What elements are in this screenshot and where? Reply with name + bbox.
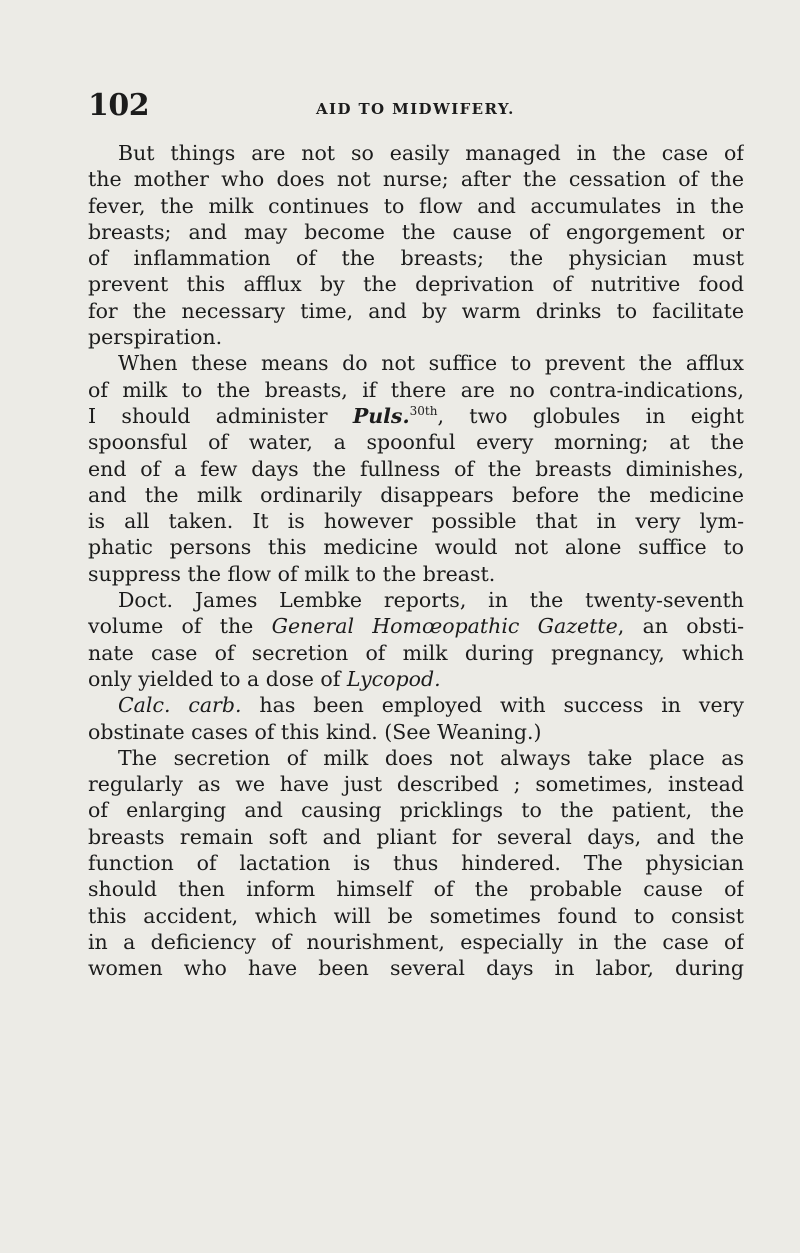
potency-superscript: 30th bbox=[409, 403, 438, 418]
paragraph-1 bbox=[88, 140, 744, 350]
paragraph-3 bbox=[88, 587, 744, 692]
text-line: in a deficiency of nourishment, especially in the case of bbox=[88, 929, 744, 954]
text-line: phatic persons this medicine would not alone suffice to bbox=[88, 535, 744, 560]
page-header bbox=[88, 88, 748, 124]
text-segment: volume of the bbox=[88, 614, 272, 639]
text-line: obstinate cases of this kind. (See Weaning.) bbox=[88, 719, 542, 744]
remedy-name: Calc. carb. bbox=[118, 693, 242, 718]
text-line: perspiration. bbox=[88, 325, 223, 350]
running-head: AID TO MIDWIFERY. bbox=[316, 100, 515, 118]
text-line: for the necessary time, and by warm drinks to facilitate bbox=[88, 298, 744, 323]
text-line: of inflammation of the breasts; the physician must bbox=[88, 246, 744, 271]
text-segment: only yielded to a dose of bbox=[88, 666, 347, 691]
text-line: regularly as we have just described ; sometimes, instead bbox=[88, 772, 744, 797]
text-line: of milk to the breasts, if there are no contra-indications, bbox=[88, 377, 744, 402]
text-line: should then inform himself of the probable cause of bbox=[88, 877, 744, 902]
text-line: breasts; and may become the cause of engorgement or bbox=[88, 219, 744, 244]
paragraph-5 bbox=[88, 745, 744, 982]
text-line bbox=[88, 666, 744, 692]
paragraph-2 bbox=[88, 350, 744, 587]
remedy-name: Lycopod. bbox=[346, 666, 441, 691]
text-line: Doct. James Lembke reports, in the twenty-seventh bbox=[118, 588, 744, 613]
text-line bbox=[88, 692, 744, 718]
body-text bbox=[88, 140, 744, 982]
page-number: 102 bbox=[88, 88, 150, 123]
text-line: women who have been several days in labor, during bbox=[88, 956, 744, 981]
text-line: fever, the milk continues to flow and accumulates in the bbox=[88, 193, 744, 218]
text-line: But things are not so easily managed in the case of bbox=[118, 141, 744, 165]
text-line: this accident, which will be sometimes found to consist bbox=[88, 903, 744, 928]
text-segment: , two globules in eight bbox=[437, 403, 744, 428]
text-line: spoonsful of water, a spoonful every morning; at the bbox=[88, 430, 744, 455]
text-line: suppress the flow of milk to the breast. bbox=[88, 561, 496, 586]
text-line bbox=[88, 403, 744, 429]
text-line: the mother who does not nurse; after the cessation of the bbox=[88, 167, 744, 192]
text-line: nate case of secretion of milk during pregnancy, which bbox=[88, 640, 744, 665]
text-line: breasts remain soft and pliant for several days, and the bbox=[88, 824, 744, 849]
paragraph-4 bbox=[88, 692, 744, 745]
journal-title: General Homœopathic Gazette bbox=[271, 614, 618, 639]
text-line: is all taken. It is however possible that in very lym- bbox=[88, 509, 744, 534]
text-line bbox=[88, 613, 744, 639]
text-segment: , an obsti- bbox=[617, 614, 744, 639]
text-line: The secretion of milk does not always take place as bbox=[118, 745, 744, 770]
text-segment: I should administer bbox=[88, 403, 353, 428]
text-line: and the milk ordinarily disappears before the medicine bbox=[88, 482, 744, 507]
remedy-name: Puls. bbox=[352, 403, 410, 428]
text-segment: has been employed with success in very bbox=[241, 693, 744, 718]
text-line: of enlarging and causing pricklings to the patient, the bbox=[88, 798, 744, 823]
text-line: end of a few days the fullness of the breasts diminishes, bbox=[88, 456, 744, 481]
text-line: prevent this afflux by the deprivation of nutritive food bbox=[88, 272, 744, 297]
text-line: When these means do not suffice to prevent the afflux bbox=[118, 351, 744, 376]
text-line: function of lactation is thus hindered. The physician bbox=[88, 851, 744, 876]
